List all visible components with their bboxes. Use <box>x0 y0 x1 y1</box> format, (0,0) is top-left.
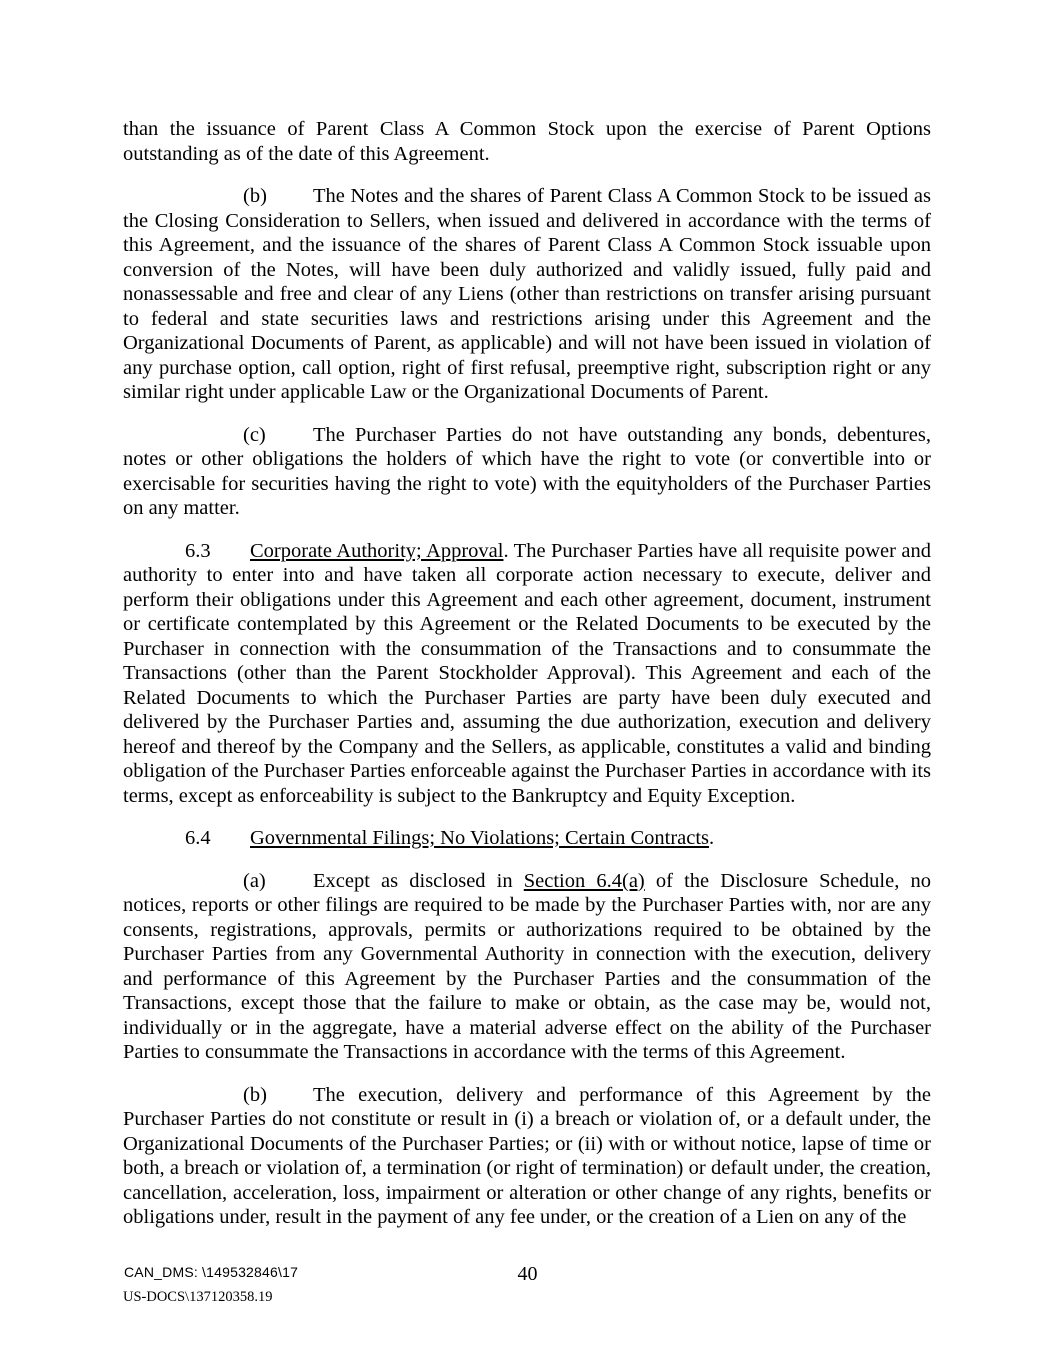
paragraph-text: than the issuance of Parent Class A Common Stock upon the exercise of Parent Options outstanding as of the date of this Agreement. <box>123 118 931 165</box>
paragraph-label: (c) <box>243 423 266 446</box>
paragraph-text: The execution, delivery and performance of this Agreement by the Purchaser Parties do not constitute or result in (i) a breach or violation of, or a default under, the Organizational Documents of the Purchaser Parties; or (ii) with or without notice, lapse of time or both, a breach or violation of, a termination (or right of termination) or default under, the creation, cancellation, acceleration, loss, impairment or alteration or other change of any rights, benefits or obligations under, result in the payment of any fee under, or the creation of a Lien on any of the <box>123 1083 931 1228</box>
paragraph-text-pre: Except as disclosed in <box>313 869 524 892</box>
paragraph-label: (b) <box>243 1083 267 1106</box>
section-heading: Corporate Authority; Approval <box>250 539 504 562</box>
paragraph-label: (b) <box>243 185 267 207</box>
section-6-4 <box>123 826 931 851</box>
paragraph-text: The Notes and the shares of Parent Class A Common Stock to be issued as the Closing Consideration to Sellers, when issued and delivered in accordance with the terms of this Agreement, and the issuance of the shares of Parent Class A Common Stock issuable upon conversion of the Notes, will have been duly authorized and validly issued, fully paid and nonassessable and free and clear of any Liens (other than restrictions on transfer arising pursuant to federal and state securities laws and restrictions arising under this Agreement and the Organizational Documents of Parent, as applicable) and will not have been issued in violation of any purchase option, call option, right of first refusal, preemptive right, subscription right or any similar right under applicable Law or the Organizational Documents of Parent. <box>123 185 931 403</box>
section-text: . <box>709 827 715 849</box>
paragraph-b2 <box>123 1083 931 1230</box>
section-reference: Section 6.4(a) <box>523 869 645 892</box>
paragraph-text: The Purchaser Parties do not have outstanding any bonds, debentures, notes or other obligations the holders of which have the right to vote (or convertible into or exercisable for securities having the right to vote) with the equityholders of the Purchaser Parties on any matter. <box>123 423 931 519</box>
footer-document-id-2: US-DOCS\137120358.19 <box>123 1289 273 1305</box>
paragraph-label: (a) <box>243 869 266 892</box>
paragraph-continuation <box>123 117 931 166</box>
section-text: . The Purchaser Parties have all requisite power and authority to enter into and have taken all corporate action necessary to execute, deliver and perform their obligations under this Agreement and each other agreement, document, instrument or certificate contemplated by this Agreement or the Related Documents to be executed by the Purchaser in connection with the consummation of the Transactions and to consummate the Transactions (other than the Parent Stockholder Approval). This Agreement and each of the Related Documents to which the Purchaser Parties are party have been duly executed and delivered by the Purchaser Parties and, assuming the due authorization, execution and delivery hereof and thereof by the Company and the Sellers, as applicable, constitutes a valid and binding obligation of the Purchaser Parties enforceable against the Purchaser Parties in accordance with its terms, except as enforceability is subject to the Bankruptcy and Equity Exception. <box>123 539 931 807</box>
section-heading: Governmental Filings; No Violations; Certain Contracts <box>250 827 710 849</box>
page-number: 40 <box>517 1263 538 1285</box>
paragraph-c1 <box>123 423 931 521</box>
paragraph-b1 <box>123 184 931 405</box>
page-body <box>123 117 931 1230</box>
section-number: 6.4 <box>185 827 211 849</box>
paragraph-a1 <box>123 869 931 1065</box>
section-6-3 <box>123 539 931 809</box>
paragraph-text-post: of the Disclosure Schedule, no notices, reports or other filings are required to be made by the Purchaser Parties with, nor are any consents, registrations, approvals, permits or authorizations required to be obtained by the Purchaser Parties from any Governmental Authority in connection with the execution, delivery and performance of this Agreement by the Purchaser Parties and the consummation of the Transactions, except those that the failure to make or obtain, as the case may be, would not, individually or in the aggregate, have a material adverse effect on the ability of the Purchaser Parties to consummate the Transactions in accordance with the terms of this Agreement. <box>123 869 931 1063</box>
footer-document-id: CAN_DMS: \149532846\17 <box>124 1264 299 1280</box>
section-number: 6.3 <box>185 539 211 562</box>
